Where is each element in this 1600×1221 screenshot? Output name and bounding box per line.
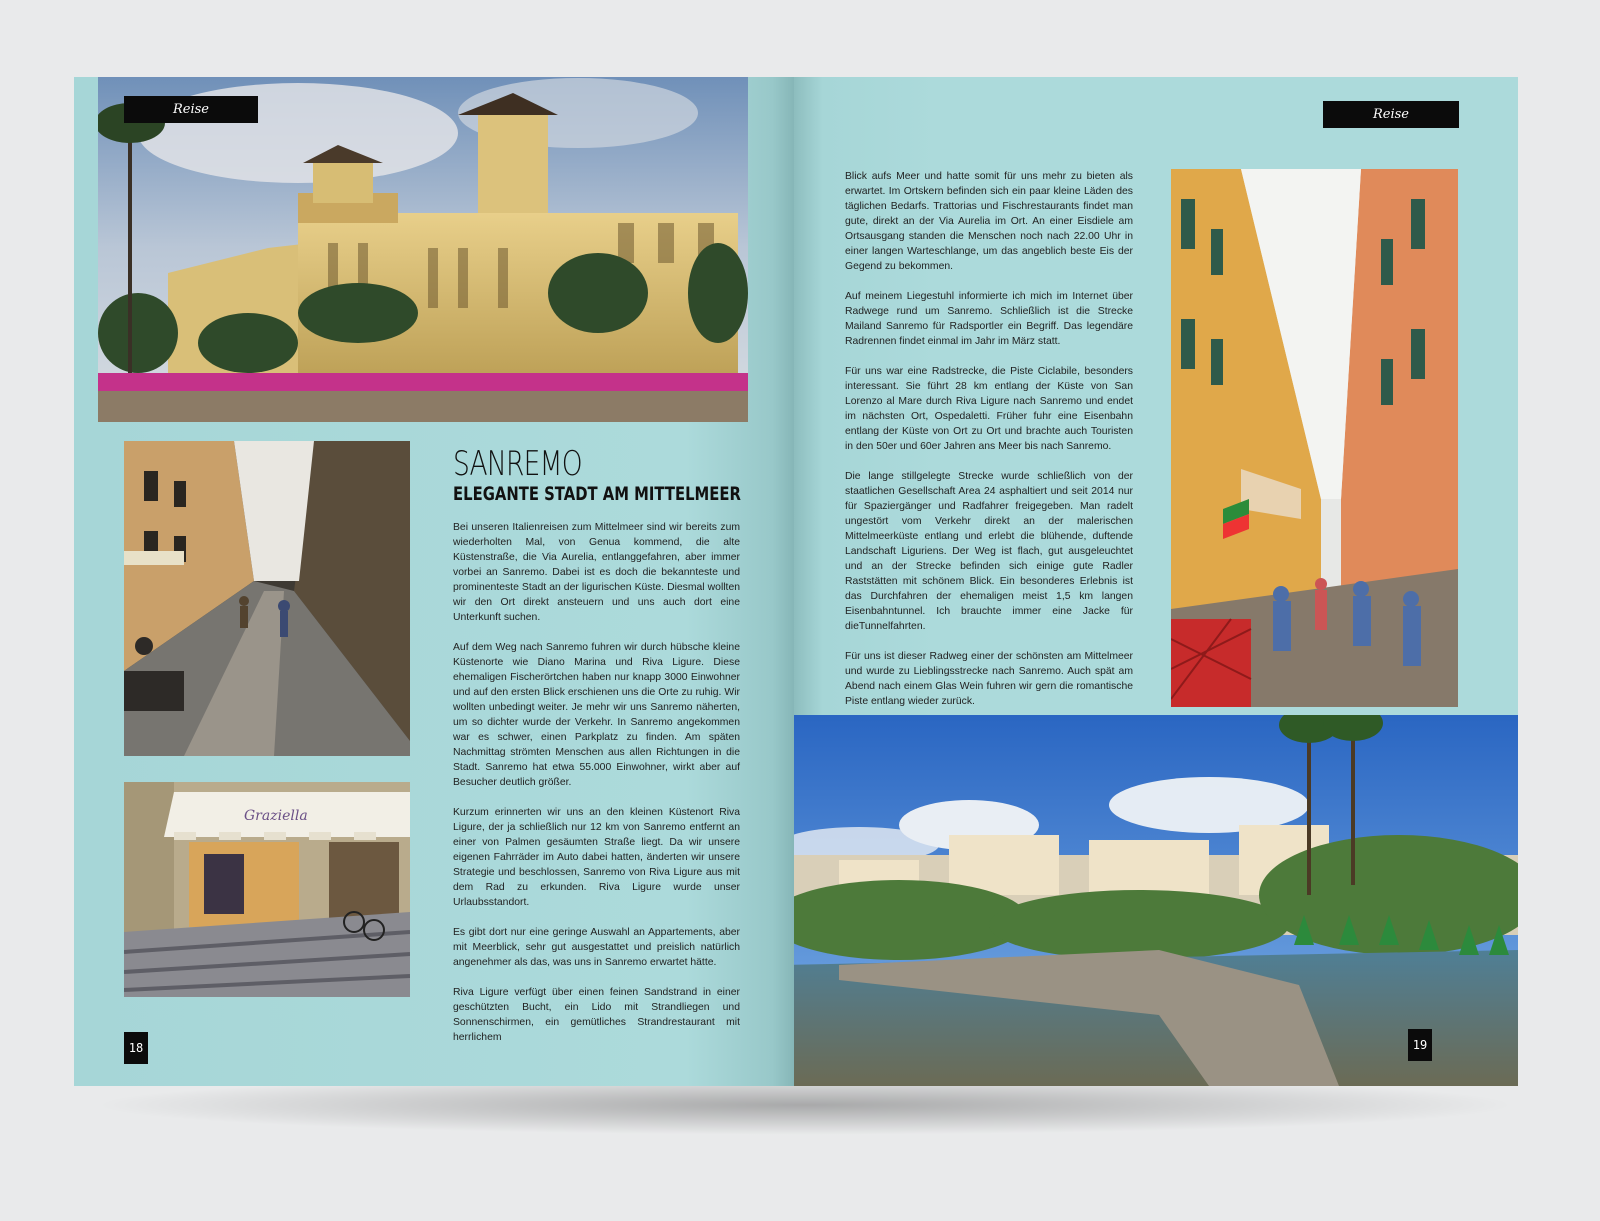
article-headline <box>453 445 753 505</box>
left-text-column <box>453 520 740 1060</box>
right-text-column <box>845 169 1133 724</box>
paragraph: Auf dem Weg nach Sanremo fuhren wir durch hübsche kleine Küstenorte wie Diano Marina und Riva Ligure. Diese ehemaligen Fischerörtchen haben nur knapp 3000 Einwohner und auf den ersten Blick erschienen uns die Orte zu ruhig. Wir wollten unbedingt weiter. Je mehr wir uns Sanremo näherten, um so dichter wurde der Verkehr. In Sanremo angekommen war es schwer, einen Parkplatz zu finden. Am späten Nachmittag strömten Menschen aus allen Richtungen in die Stadt. Sanremo hat etwa 55.000 Einwohner, wirkt aber auf Besucher deutlich größer. <box>453 642 740 788</box>
paragraph: Es gibt dort nur eine geringe Auswahl an Appartements, aber mit Meerblick, sehr gut ausgestattet und preislich natürlich angenehmer als das, was uns in Sanremo erwartet hätte. <box>453 927 740 968</box>
article-title: SANREMO <box>453 444 582 484</box>
left-page <box>74 77 794 1086</box>
page-number: 18 <box>124 1032 148 1064</box>
right-page <box>794 77 1518 1086</box>
paragraph: Bei unseren Italienreisen zum Mittelmeer sind wir bereits zum wiederholten Mal, von Genua kommend, die alte Küstenstraße, die Via Aurelia, entlanggefahren, aber immer vorbei an Sanremo. Dabei ist es doch die bekannteste und prominenteste Stadt an der ligurischen Küste. Diesmal wollten wir den Ort direkt ansteuern und uns auch dort eine Unterkunft suchen. <box>453 522 740 623</box>
casino-photo <box>98 77 748 422</box>
shop-photo <box>124 782 410 997</box>
paragraph: Für uns war eine Radstrecke, die Piste Ciclabile, besonders interessant. Sie führt 28 km entlang der Küste von San Lorenzo al Mare durch Riva Ligure nach Sanremo und endet im nächsten Ort, Ospedaletti. Früher fuhr eine Eisenbahn entlang der Küste von Ort zu Ort und brachte auch Touristen in den 50er und 60er Jahren ans Meer bis nach Sanremo. <box>845 366 1133 452</box>
paragraph: Auf meinem Liegestuhl informierte ich mich im Internet über Radwege rund um Sanremo. Schließlich ist die Strecke Mailand Sanremo für Radsportler ein Begriff. Das legendäre Radrennen findet einmal im Jahr im März statt. <box>845 291 1133 347</box>
paragraph: Für uns ist dieser Radweg einer der schönsten am Mittelmeer und wurde zu Lieblingsstrecke nach Sanremo. Auch spät am Abend nach einem Glas Wein fuhren wir gern die romantische Piste entlang wieder zurück. <box>845 651 1133 707</box>
alley-photo <box>1171 169 1458 707</box>
article-subtitle: ELEGANTE STADT AM MITTELMEER <box>453 483 741 505</box>
paragraph: Riva Ligure verfügt über einen feinen Sandstrand in einer geschützten Bucht, ein Lido mit Strandliegen und Sonnenschirmen, ein gemütliches Strandrestaurant mit herrlichem <box>453 987 740 1043</box>
shop-sign: Graziella <box>244 808 308 824</box>
paragraph: Kurzum erinnerten wir uns an den kleinen Küstenort Riva Ligure, der ja schließlich nur 12 km von Sanremo entfernt an einer von Palmen gesäumten Straße liegt. Da wir unsere eigenen Fahrräder im Auto dabei hatten, änderten wir unsere Strategie und beschlossen, Sanremo von Riva Ligure aus mit dem Rad zu erkunden. Riva Ligure wurde unser Urlaubsstandort. <box>453 807 740 908</box>
paragraph: Die lange stillgelegte Strecke wurde schließlich von der staatlichen Gesellschaft Area 24 asphaltiert und seit 2014 nur für Spaziergänger und Radfahrer freigegeben. Man radelt ungestört vom Verkehr direkt an der malerischen Mittelmeerküste entlang und erlebt die blühende, duftende Landschaft Liguriens. Der Weg ist flach, gut ausgeleuchtet und an der Strecke befinden sich einige gute Radler Raststätten mit schönem Blick. Ein besonderes Erlebnis ist das Durchfahren der ehemaligen meist 1,5 km langen Eisenbahntunnel. Ich brauchte immer eine Jacke für dieTunnelfahrten. <box>845 471 1133 632</box>
section-badge: Reise <box>124 96 258 123</box>
street-photo <box>124 441 410 756</box>
page-number: 19 <box>1408 1029 1432 1061</box>
section-badge: Reise <box>1323 101 1459 128</box>
paragraph: Blick aufs Meer und hatte somit für uns mehr zu bieten als erwartet. Im Ortskern befinden sich ein paar kleine Läden des täglichen Bedarfs. Trattorias und Fischrestaurants findet man gute, direkt an der Via Aurelia im Ort. An einer Eisdiele am Ortsausgang standen die Menschen noch nach 22.00 Uhr in einer langen Warteschlange, um das angeblich beste Eis der Gegend zu bekommen. <box>845 171 1133 272</box>
